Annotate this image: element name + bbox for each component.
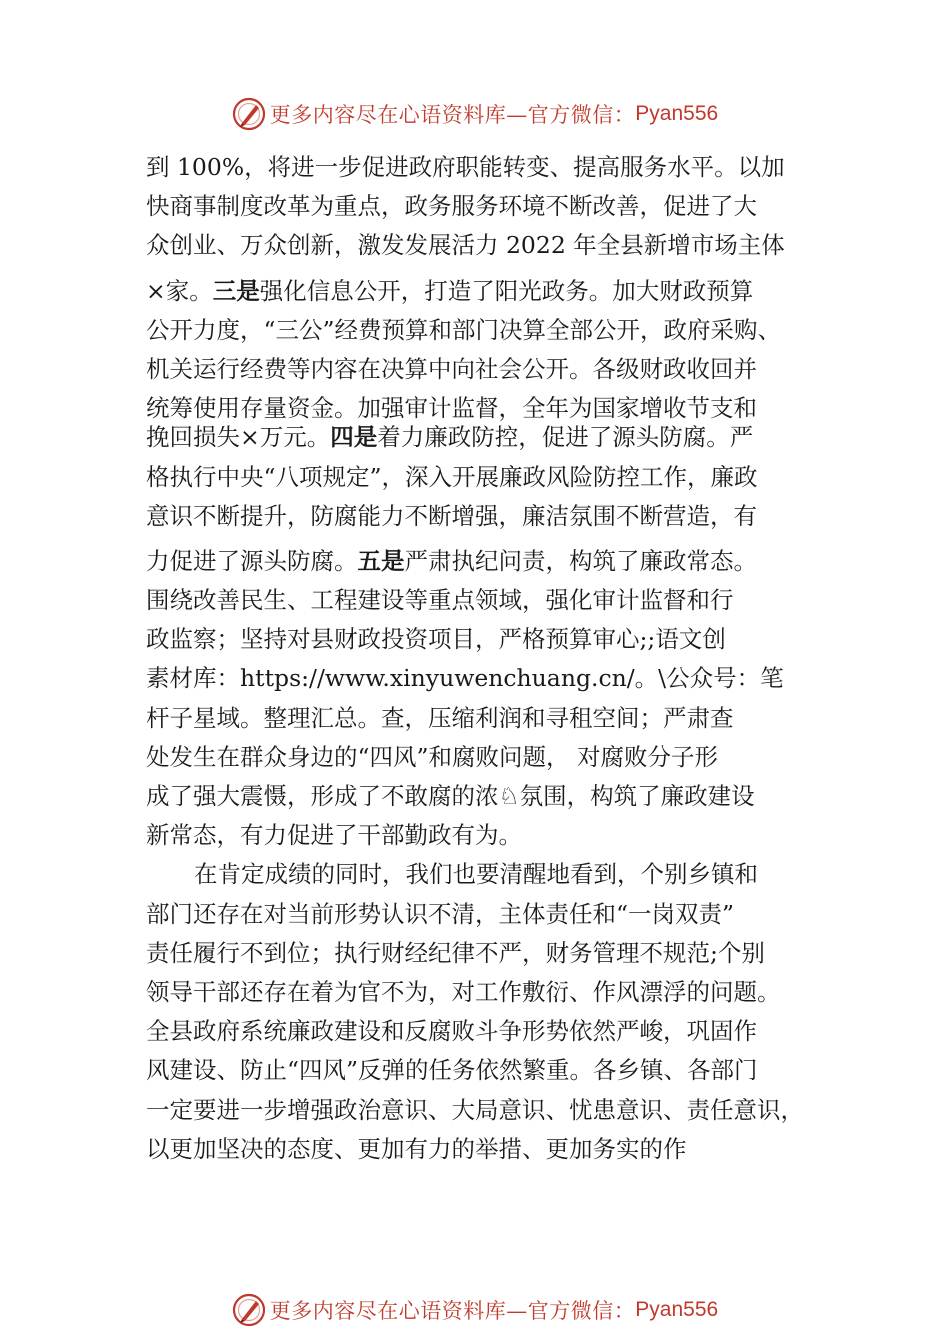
paragraph-start-line: 在肯定成绩的同时，我们也要清醒地看到，个别乡镇和 <box>194 860 758 889</box>
text-line: 到 100%，将进一步促进政府职能转变、提高服务水平。以加 <box>146 153 785 181</box>
text-line: ×家。三是强化信息公开，打造了阳光政务。加大财政预算 <box>146 276 754 305</box>
text-line: 杆子星域。整理汇总。查，压缩利润和寻租空间；严肃查 <box>146 703 734 732</box>
text-line: 围绕改善民生、工程建设等重点领域，强化审计监督和行 <box>146 586 734 615</box>
text-line: 众创业、万众创新，激发发展活力 2022 年全县新增市场主体 <box>146 231 785 260</box>
bold-marker: 四是 <box>330 423 378 452</box>
text-line: 公开力度，“三公”经费预算和部门决算全部公开，政府采购、 <box>146 315 782 344</box>
text-line: 政监察；坚持对县财政投资项目，严格预算审心;;语文创 <box>146 625 726 654</box>
text-line: 部门还存在对当前形势认识不清，主体责任和“一岗双责” <box>146 899 735 928</box>
text-line: 成了强大震慑，形成了不敢腐的浓♘氛围，构筑了廉政建设 <box>146 782 755 810</box>
banner-text: 更多内容尽在心语资料库—官方微信： <box>269 1299 636 1323</box>
text-line: 领导干部还存在着为官不为，对工作敷衍、作风漂浮的问题。 <box>146 977 781 1006</box>
text-line: 风建设、防止“四风”反弹的任务依然繁重。各乡镇、各部门 <box>146 1056 758 1085</box>
text-line: 处发生在群众身边的“四风”和腐败问题， 对腐败分子形 <box>146 742 718 771</box>
banner-wechat-id: Pyan556 <box>635 1298 719 1321</box>
text-line: 格执行中央“八项规定”，深入开展廉政风险防控工作，廉政 <box>146 462 758 491</box>
text-line: 意识不断提升，防腐能力不断增强，廉洁氛围不断营造，有 <box>146 501 757 530</box>
text-line: 新常态，有力促进了干部勤政有为。 <box>146 821 522 850</box>
bold-marker: 三是 <box>212 276 260 305</box>
text-line: 素材库：https://www.xinyuwenchuang.cn/。\公众号：笔 <box>146 664 784 693</box>
pen-logo-icon <box>232 1293 266 1327</box>
banner-wechat-id: Pyan556 <box>635 102 719 125</box>
text-line: 快商事制度改革为重点，政务服务环境不断改善，促进了大 <box>146 192 757 221</box>
text-line: 一定要进一步增强政治意识、大局意识、忧患意识、责任意识， <box>146 1095 804 1124</box>
text-line: 以更加坚决的态度、更加有力的举措、更加务实的作 <box>146 1134 687 1163</box>
text-line: 责任履行不到位；执行财经纪律不严，财务管理不规范;个别 <box>146 938 765 967</box>
bold-marker: 五是 <box>357 546 405 575</box>
text-line: 力促进了源头防腐。五是严肃执纪问责，构筑了廉政常态。 <box>146 546 757 575</box>
text-line: 挽回损失×万元。四是着力廉政防控，促进了源头防腐。严 <box>146 423 754 452</box>
header-banner <box>0 94 950 134</box>
pen-logo-icon <box>232 97 266 131</box>
text-line: 全县政府系统廉政建设和反腐败斗争形势依然严峻，巩固作 <box>146 1017 757 1046</box>
banner-text: 更多内容尽在心语资料库—官方微信： <box>269 103 636 127</box>
text-line: 统筹使用存量资金。加强审计监督，全年为国家增收节支和 <box>146 394 757 423</box>
footer-banner <box>0 1290 950 1330</box>
text-line: 机关运行经费等内容在决算中向社会公开。各级财政收回并 <box>146 354 757 383</box>
document-body <box>146 148 846 1169</box>
